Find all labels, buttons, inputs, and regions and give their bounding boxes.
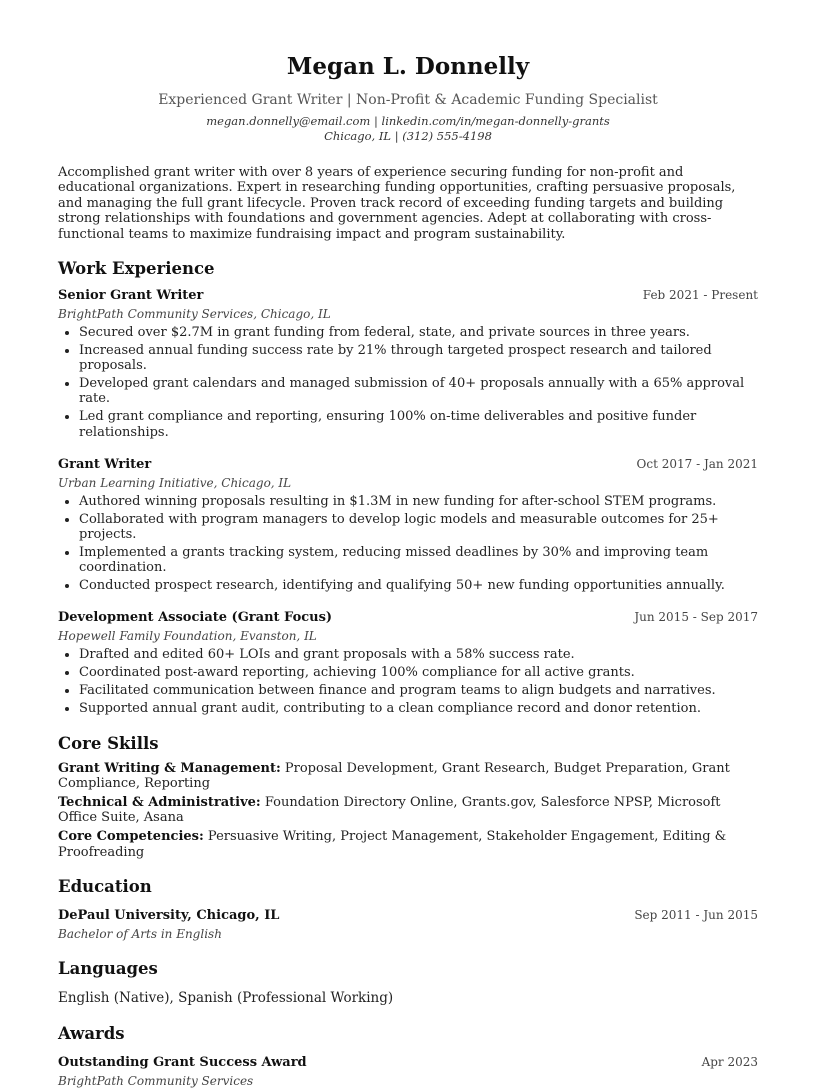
candidate-name: Megan L. Donnelly: [286, 53, 530, 80]
skill-group: [58, 761, 758, 791]
job-dates: Feb 2021 - Present: [642, 288, 758, 303]
job-title: Grant Writer: [58, 456, 152, 472]
award-organization: BrightPath Community Services: [58, 1073, 254, 1088]
skill-group-items: Foundation Directory Online, Grants.gov, Salesforce NPSP, Microsoft Office Suite, Asana: [58, 795, 721, 826]
bullet-item: • Led grant compliance and reporting, ensuring 100% on-time deliverables and positive funder relationships.: [79, 409, 758, 439]
section-heading-languages: Languages: [58, 958, 158, 978]
job-organization: Urban Learning Initiative, Chicago, IL: [58, 475, 292, 490]
job-entry: [58, 287, 758, 440]
contact-line-email-linkedin: megan.donnelly@email.com | linkedin.com/in/megan-donnelly-grants: [206, 114, 610, 128]
skill-group: [58, 795, 758, 825]
contact-line-location-phone: Chicago, IL | (312) 555-4198: [324, 129, 492, 143]
bullet-item: • Conducted prospect research, identifying and qualifying 50+ new funding opportunities annually.: [79, 578, 758, 593]
job-organization: BrightPath Community Services, Chicago, IL: [58, 307, 331, 322]
skill-group-label: Core Competencies:: [58, 829, 204, 845]
bullet-item: • Implemented a grants tracking system, reducing missed deadlines by 30% and improving team coordination.: [79, 545, 758, 575]
bullet-item: • Facilitated communication between finance and program teams to align budgets and narratives.: [79, 683, 758, 698]
section-heading-education: Education: [58, 876, 152, 896]
languages-section: [58, 958, 758, 1007]
job-title: Development Associate (Grant Focus): [58, 610, 333, 626]
skill-group-label: Grant Writing & Management:: [58, 760, 281, 776]
job-organization: Hopewell Family Foundation, Evanston, IL: [58, 629, 317, 644]
bullet-item: • Secured over $2.7M in grant funding from federal, state, and private sources in three years.: [79, 325, 758, 340]
bullet-item: • Supported annual grant audit, contributing to a clean compliance record and donor retention.: [79, 701, 758, 716]
resume-page: [58, 0, 758, 1089]
bullet-item: • Coordinated post-award reporting, achieving 100% compliance for all active grants.: [79, 665, 758, 680]
section-heading-skills: Core Skills: [58, 733, 159, 753]
bullet-item: • Drafted and edited 60+ LOIs and grant proposals with a 58% success rate.: [79, 647, 758, 662]
education-section: [58, 876, 758, 942]
bullet-item: • Authored winning proposals resulting in $1.3M in new funding for after-school STEM programs.: [79, 494, 758, 509]
degree: Bachelor of Arts in English: [58, 926, 222, 941]
skill-group-label: Technical & Administrative:: [58, 795, 261, 811]
job-bullets: [58, 647, 758, 716]
job-bullets: [58, 325, 758, 440]
languages-list: English (Native), Spanish (Professional Working): [58, 989, 394, 1006]
section-heading-work: Work Experience: [58, 259, 215, 279]
award-date: Apr 2023: [701, 1054, 758, 1069]
professional-summary: Accomplished grant writer with over 8 years of experience securing funding for non-profit and educational organizations. Expert in researching funding opportunities, crafting persuasive proposals, and managing the full grant lifecycle. Proven track record of exceeding funding targets and building strong relationships with foundations and government agencies. Adept at collaborating with cross-functional teams to maximize fundraising impact and program sustainability.: [58, 165, 736, 242]
school-name: DePaul University, Chicago, IL: [58, 907, 280, 923]
bullet-item: • Developed grant calendars and managed submission of 40+ proposals annually with a 65% approval rate.: [79, 376, 758, 406]
skills-section: [58, 733, 758, 860]
bullet-item: • Collaborated with program managers to develop logic models and measurable outcomes for 25+ projects.: [79, 512, 758, 542]
job-dates: Oct 2017 - Jan 2021: [636, 456, 758, 471]
job-bullets: [58, 494, 758, 594]
section-heading-awards: Awards: [58, 1023, 125, 1043]
job-entry: [58, 456, 758, 594]
headline: Experienced Grant Writer | Non-Profit & Academic Funding Specialist: [158, 92, 658, 108]
job-dates: Jun 2015 - Sep 2017: [634, 610, 758, 625]
skill-group: [58, 829, 758, 859]
work-experience-section: [58, 258, 758, 717]
skill-group-items: Proposal Development, Grant Research, Budget Preparation, Grant Compliance, Reporting: [58, 760, 730, 791]
education-dates: Sep 2011 - Jun 2015: [634, 907, 758, 922]
award-title: Outstanding Grant Success Award: [58, 1054, 307, 1070]
job-title: Senior Grant Writer: [58, 288, 204, 304]
skill-group-items: Persuasive Writing, Project Management, Stakeholder Engagement, Editing & Proofreading: [58, 829, 727, 860]
bullet-item: • Increased annual funding success rate by 21% through targeted prospect research and tailored proposals.: [79, 343, 758, 373]
job-entry: [58, 609, 758, 716]
